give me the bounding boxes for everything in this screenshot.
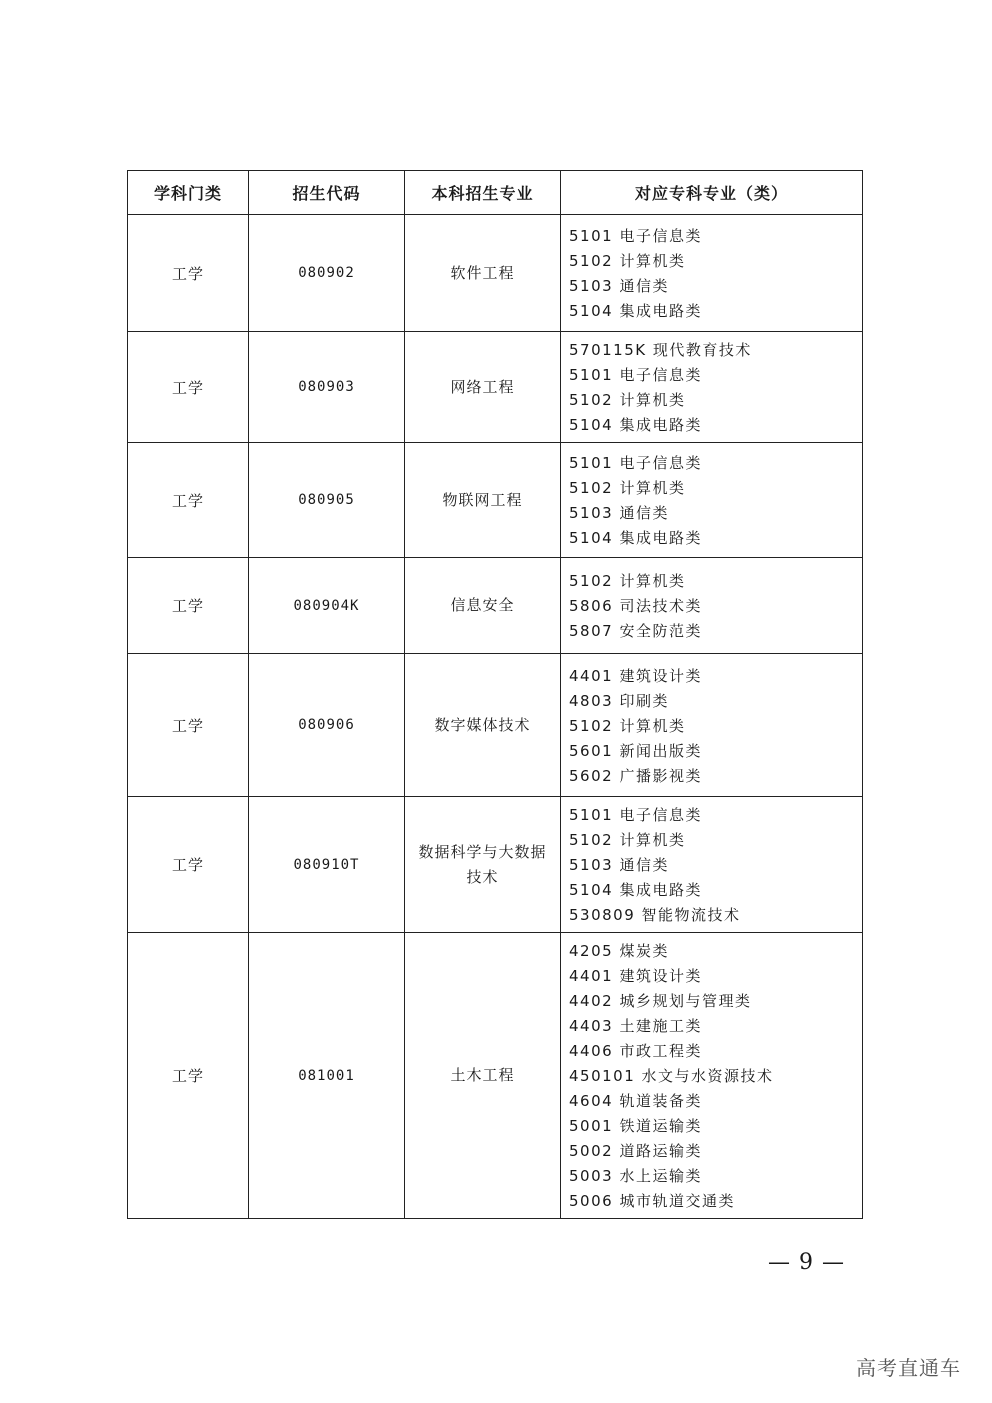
related-major-item: 5101 电子信息类 — [569, 366, 702, 384]
related-major-item: 5002 道路运输类 — [569, 1142, 702, 1160]
cell-related — [561, 443, 863, 558]
related-major-item: 4401 建筑设计类 — [569, 967, 702, 985]
related-major-item: 5102 计算机类 — [569, 391, 686, 409]
related-major-item: 5102 计算机类 — [569, 572, 686, 590]
related-major-item: 4401 建筑设计类 — [569, 666, 702, 685]
related-major-item: 4403 土建施工类 — [569, 1017, 702, 1035]
table-row — [128, 443, 863, 558]
header-related: 对应专科专业（类） — [561, 171, 863, 215]
related-major-item: 5006 城市轨道交通类 — [569, 1192, 735, 1210]
table-row — [128, 558, 863, 654]
related-major-item: 5104 集成电路类 — [569, 416, 702, 434]
header-row — [128, 171, 863, 215]
table-body — [128, 215, 863, 1219]
cell-category: 工学 — [128, 797, 249, 933]
related-major-item: 5102 计算机类 — [569, 479, 686, 497]
cell-related — [561, 654, 863, 797]
cell-category: 工学 — [128, 933, 249, 1219]
cell-major: 数据科学与大数据技术 — [405, 797, 561, 933]
related-major-item: 4205 煤炭类 — [569, 942, 669, 960]
cell-code: 080906 — [249, 654, 405, 797]
cell-related — [561, 933, 863, 1219]
header-major: 本科招生专业 — [405, 171, 561, 215]
related-major-item: 5602 广播影视类 — [569, 766, 702, 785]
cell-major: 物联网工程 — [405, 443, 561, 558]
related-major-item: 5101 电子信息类 — [569, 227, 702, 245]
cell-code: 080905 — [249, 443, 405, 558]
table-header — [128, 171, 863, 215]
related-major-item: 5001 铁道运输类 — [569, 1117, 702, 1135]
table-row — [128, 933, 863, 1219]
majors-table — [127, 170, 863, 1219]
related-major-item: 5103 通信类 — [569, 277, 669, 295]
cell-major: 网络工程 — [405, 332, 561, 443]
related-major-item: 5101 电子信息类 — [569, 454, 702, 472]
cell-category: 工学 — [128, 558, 249, 654]
related-major-item: 5101 电子信息类 — [569, 806, 702, 824]
related-major-item: 5807 安全防范类 — [569, 622, 702, 640]
table-row — [128, 215, 863, 332]
related-major-item: 4402 城乡规划与管理类 — [569, 992, 752, 1010]
cell-code: 080910T — [249, 797, 405, 933]
cell-related — [561, 215, 863, 332]
watermark: 高考直通车 — [856, 1356, 961, 1380]
cell-category: 工学 — [128, 654, 249, 797]
related-major-item: 5104 集成电路类 — [569, 881, 702, 899]
related-major-item: 4803 印刷类 — [569, 691, 669, 710]
cell-code: 080903 — [249, 332, 405, 443]
cell-major: 土木工程 — [405, 933, 561, 1219]
related-major-item: 5102 计算机类 — [569, 831, 686, 849]
related-major-item: 5104 集成电路类 — [569, 529, 702, 547]
table-row — [128, 332, 863, 443]
related-major-item: 5003 水上运输类 — [569, 1167, 702, 1185]
cell-code: 080904K — [249, 558, 405, 654]
related-major-item: 4406 市政工程类 — [569, 1042, 702, 1060]
related-major-item: 5102 计算机类 — [569, 252, 686, 270]
related-major-item: 5103 通信类 — [569, 856, 669, 874]
cell-category: 工学 — [128, 332, 249, 443]
cell-related — [561, 558, 863, 654]
related-major-item: 5102 计算机类 — [569, 716, 686, 735]
related-major-item: 5806 司法技术类 — [569, 597, 702, 615]
related-major-item: 530809 智能物流技术 — [569, 906, 741, 924]
related-major-item: 5104 集成电路类 — [569, 302, 702, 320]
cell-code: 081001 — [249, 933, 405, 1219]
table-row — [128, 797, 863, 933]
table-row — [128, 654, 863, 797]
cell-related — [561, 332, 863, 443]
related-major-item: 5601 新闻出版类 — [569, 741, 702, 760]
cell-category: 工学 — [128, 215, 249, 332]
cell-major: 信息安全 — [405, 558, 561, 654]
cell-related — [561, 797, 863, 933]
related-major-item: 4604 轨道装备类 — [569, 1092, 702, 1110]
header-category: 学科门类 — [128, 171, 249, 215]
cell-major: 软件工程 — [405, 215, 561, 332]
cell-code: 080902 — [249, 215, 405, 332]
related-major-item: 450101 水文与水资源技术 — [569, 1067, 774, 1085]
cell-category: 工学 — [128, 443, 249, 558]
page-number: — 9 — — [768, 1250, 845, 1275]
header-code: 招生代码 — [249, 171, 405, 215]
related-major-item: 5103 通信类 — [569, 504, 669, 522]
cell-major: 数字媒体技术 — [405, 654, 561, 797]
related-major-item: 570115K 现代教育技术 — [569, 341, 752, 359]
